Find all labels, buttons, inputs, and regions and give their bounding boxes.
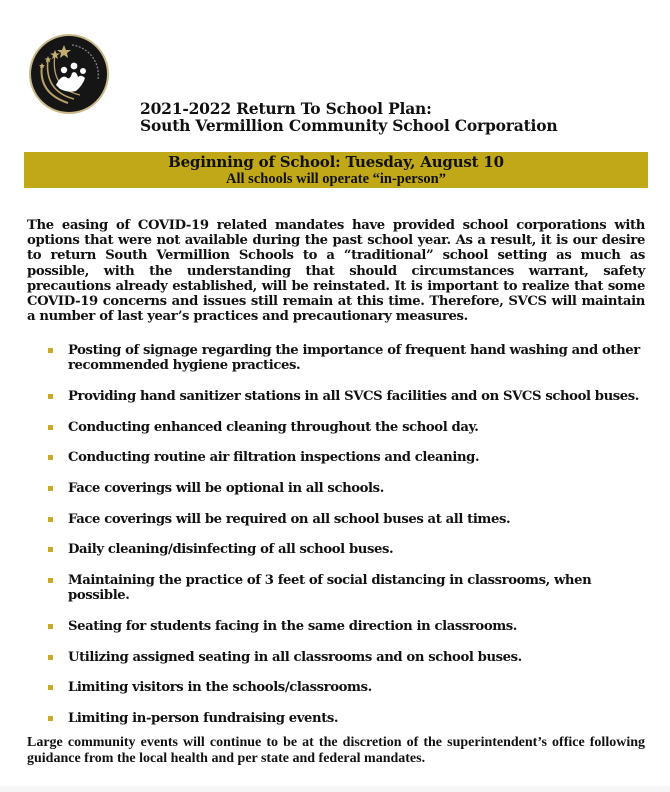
square-bullet-icon bbox=[48, 578, 53, 583]
list-item: Seating for students facing in the same direction in classrooms. bbox=[44, 619, 654, 634]
start-date-banner bbox=[24, 152, 648, 188]
list-item: Posting of signage regarding the importance of frequent hand washing and other recommended hygiene practices. bbox=[44, 343, 654, 373]
square-bullet-icon bbox=[48, 455, 53, 460]
document-title bbox=[140, 100, 557, 134]
square-bullet-icon bbox=[48, 655, 53, 660]
square-bullet-icon bbox=[48, 486, 53, 491]
precaution-list bbox=[44, 343, 654, 742]
school-logo-icon bbox=[28, 33, 110, 115]
list-item: Face coverings will be required on all school buses at all times. bbox=[44, 512, 654, 527]
list-item: Maintaining the practice of 3 feet of social distancing in classrooms, when possible. bbox=[44, 573, 654, 603]
square-bullet-icon bbox=[48, 624, 53, 629]
intro-paragraph: The easing of COVID-19 related mandates have provided school corporations with options that were not available during the past school year. As a result, it is our desire to return South Vermillion Schools to a “traditional” school setting as much as possible, with the understanding that should circumstances warrant, safety precautions already established, will be reinstated. It is important to realize that some COVID-19 concerns and issues still remain at this time. Therefore, SVCS will maintain a number of last year’s practices and precautionary measures. bbox=[27, 218, 645, 325]
square-bullet-icon bbox=[48, 685, 53, 690]
list-item: Utilizing assigned seating in all classrooms and on school buses. bbox=[44, 650, 654, 665]
page-bottom-edge bbox=[0, 786, 670, 792]
list-item: Limiting in-person fundraising events. bbox=[44, 711, 654, 726]
square-bullet-icon bbox=[48, 394, 53, 399]
operation-mode-subheading: All schools will operate “in-person” bbox=[226, 171, 446, 187]
square-bullet-icon bbox=[48, 425, 53, 430]
square-bullet-icon bbox=[48, 517, 53, 522]
school-logo bbox=[28, 33, 110, 115]
list-item: Conducting routine air filtration inspections and cleaning. bbox=[44, 450, 654, 465]
list-item: Limiting visitors in the schools/classrooms. bbox=[44, 680, 654, 695]
list-item: Conducting enhanced cleaning throughout the school day. bbox=[44, 420, 654, 435]
square-bullet-icon bbox=[48, 716, 53, 721]
square-bullet-icon bbox=[48, 348, 53, 353]
title-line-plan: 2021-2022 Return To School Plan: bbox=[140, 99, 432, 118]
list-item: Providing hand sanitizer stations in all SVCS facilities and on SVCS school buses. bbox=[44, 389, 654, 404]
list-item: Face coverings will be optional in all schools. bbox=[44, 481, 654, 496]
closing-paragraph: Large community events will continue to be at the discretion of the superintendent’s office following guidance from the local health and per state and federal mandates. bbox=[27, 735, 645, 766]
square-bullet-icon bbox=[48, 547, 53, 552]
start-date-heading: Beginning of School: Tuesday, August 10 bbox=[168, 153, 504, 171]
title-line-corporation: South Vermillion Community School Corporation bbox=[140, 116, 558, 135]
list-item: Daily cleaning/disinfecting of all school buses. bbox=[44, 542, 654, 557]
